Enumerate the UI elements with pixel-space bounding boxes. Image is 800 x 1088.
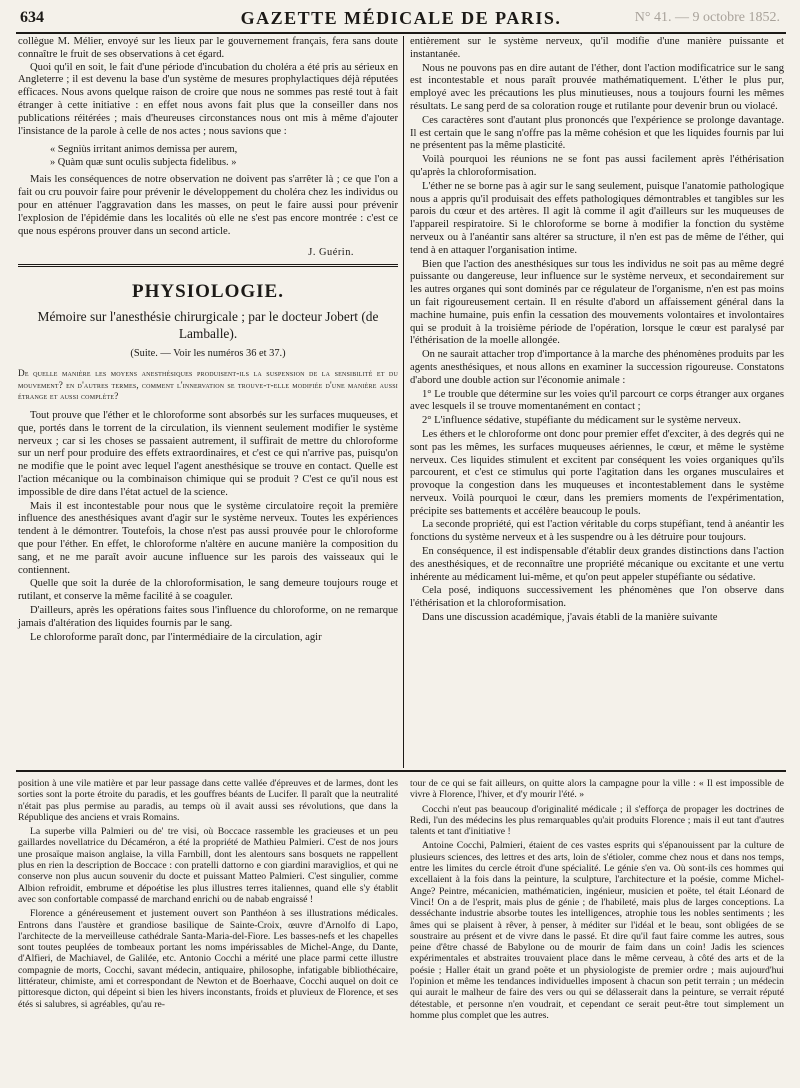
enumerated-point: 2° L'influence sédative, stupéfiante du médicament sur le système nerveux. [422, 415, 741, 427]
paragraph: Florence a généreusement et justement ouvert son Panthéon à ses illustrations médicales. Entrons dans l'austère et grandiose basilique de Sainte-Croix, œuvre d'Arnolfo di Lapo, l'architecte de la merveilleuse cathédrale Santa-Maria-del-Fiore. Les basses-nefs et les chapelles sont toutes peuplées de tombeaux portant les noms impérissables de Michel-Ange, du Dante, d'Alfieri, de Machiavel, de Galilée, etc. Antonio Cocchi a mérité une place parmi cette illustre compagnie de morts, Cocchi, savant médecin, antiquaire, philosophe, infatigable bibliothécaire, littérateur, chimiste, ami et correspondant de Newton et de Boerhaave, Cocchi auquel on doit ce pittoresque dicton, qui dépeint si bien les hivers inconstants, froids et pluvieux de Florence, et ses étés si salubres, si agréables, qu'au re- [18, 908, 398, 1010]
issue-date: N° 41. — 9 octobre 1852. [634, 10, 780, 25]
right-column [410, 36, 784, 768]
main-article-area [16, 36, 786, 768]
article-subtitle: (Suite. — Voir les numéros 36 et 37.) [130, 348, 286, 360]
quote-line: » Quàm quæ sunt oculis subjecta fidelibus. » [50, 157, 237, 169]
section-heading: PHYSIOLOGIE. [132, 281, 284, 303]
paragraph: Le chloroforme paraît donc, par l'intermédiaire de la circulation, agir [30, 631, 322, 643]
running-head [16, 6, 786, 34]
paragraph: Bien que l'action des anesthésiques sur tous les individus ne soit pas au même degré puissante ou dangereuse, leur influence sur le système nerveux, et secondairement sur les autres organes qui sont dominés par ce régulateur de l'organisme, n'en est pas moins un fait rigoureusement certain. Il en résulte d'abord un affaissement général dans la machine humaine, puis enfin la cessation des mouvements volontaires et involontaires qui se produit à la troisième période de l'opération, lorsque le cœur est paralysé par l'éthérisation de la moelle allongée. [410, 258, 784, 347]
sub-question [18, 368, 398, 402]
paragraph: Cocchi n'eut pas beaucoup d'originalité médicale ; il s'efforça de propager les doctrines de Redi, l'un des médecins les plus remarquables qu'ait produits Florence ; mais il eut tant d'autres talents et tant d'initiative ! [410, 803, 784, 838]
paragraph: D'ailleurs, après les opérations faites sous l'influence du chloroforme, on ne remarque jamais d'altération des liquides fournis par le sang. [18, 604, 398, 629]
latin-quote [50, 143, 398, 169]
paragraph: Nous ne pouvons pas en dire autant de l'éther, dont l'action modificatrice sur le sang est incontestable et nous paraît prouvée mathématiquement. L'éther le plus pur, employé avec les précautions les plus minutieuses, nous a toujours fourni les mêmes résultats. Le sang perd de sa coloration rouge et rutilante pour devenir brun ou violacé. [410, 62, 784, 112]
paragraph: L'éther ne se borne pas à agir sur le sang seulement, puisque l'anatomie pathologique nous a appris qu'il produisait des effets pathologiques démontrables et tangibles sur les parois du cœur et des artères. Il agit là comme il agit d'ailleurs sur les muqueuses de l'appareil respiratoire. Si le chloroforme se borne à modifier la fonction du système nerveux ou à l'anéantir sans altérer sa structure, il n'en est pas de même de l'éther, qui tend à en attaquer l'organisation intime. [410, 180, 784, 256]
paragraph: Antoine Cocchi, Palmieri, étaient de ces vastes esprits qui s'épanouissent par la culture de plusieurs sciences, des lettres et des arts, loin de s'étioler, comme chez nous et dans nos temps, entre les limites du cercle étroit d'une spécialité. Le génie s'en va. Où sont-ils ces hommes qui excellaient à la fois dans la peinture, la sculpture, l'architecture et la poésie, comme Michel-Ange? Peintre, mécanicien, mathématicien, ingénieur, musicien et poëte, tel était Léonard de Vinci! On a de l'esprit, mais plus de génie ; de l'habileté, mais plus de larges conceptions. La desséchante industrie absorbe toutes les intelligences, atrophie tous les nobles sentiments ; les âmes qui se plaisent à rêver, à penser, à méditer sur l'idéal et le beau, sont obligées de se soustraire au présent et de vivre dans le passé. Et dire qu'il faut faire comme les autres, sous peine d'être chassé de Babylone ou de mourir de faim dans un coin! Jadis les sciences expérimentales et abstraites trouvaient place dans le même cerveau, à côté des arts et de la poésie ; Haller était un grand poëte et un physiologiste de premier ordre ; mais aujourd'hui l'opinion et même les tendances individuelles imposent à chacun son petit terrain ; un médecin qui aurait le malheur de faire des vers ou qui se délasserait dans la peinture, se verrait réputé détestable, et personne n'en voudrait, et cependant ce serait peut-être tout simplement un homme plus complet que les autres. [410, 840, 784, 1021]
paragraph: La superbe villa Palmieri ou de' tre visi, où Boccace rassemble les gracieuses et un peu gaillardes novellatrice du Décaméron, a été la propriété de Mathieu Palmieri. C'est de nos jours une prosaïque maison anglaise, la villa Farnbill, dont les alentours sans bosquets ne rappellent plus en rien la description de Boccace : con pratelli dattorno e con giardini maraviglios, et qui ne conserve non plus aucun souvenir du docte et puissant Matteo Palmieri. C'est singulier, comme Albion refroidit, embrume et dépoétise les plus illustres terres italiennes, quand elle s'y établit avec son confortable compassé de marchand enrichi ou de nabab engraissé ! [18, 826, 398, 905]
author-signature: J. Guérin. [308, 247, 354, 259]
paragraph: entièrement sur le système nerveux, qu'il modifie d'une manière puissante et instantanée. [410, 36, 784, 60]
paragraph: Les éthers et le chloroforme ont donc pour premier effet d'exciter, à des degrés qui ne sont pas les mêmes, les surfaces muqueuses aériennes, le cœur, et même le système nerveux. Ces liquides stimulent et excitent par conséquent les voies organiques qu'ils parcourent, et c'est ce stimulus qui porte l'agitation dans les organes musculaires et provoque la congestion dans les muqueuses et incontestablement dans le système nerveux. Voilà pourquoi le cœur, dans les premiers moments de l'expérimentation, précipite ses battements et accélère beaucoup le pouls. [410, 428, 784, 517]
quote-line: « Segniùs irritant animos demissa per aurem, [50, 144, 238, 156]
paragraph: tour de ce qui se fait ailleurs, on quitte alors la campagne pour la ville : « Il est impossible de vivre à Florence, l'hiver, et d'y mourir l'été. » [410, 778, 784, 801]
feuilleton-left-column [18, 778, 398, 1082]
paragraph: Cela posé, indiquons successivement les phénomènes que l'on observe dans l'éthérisation et la chloroformisation. [410, 585, 784, 610]
paragraph: Voilà pourquoi les réunions ne se font pas aussi facilement après l'éthérisation qu'après la chloroformisation. [410, 154, 784, 178]
paragraph: On ne saurait attacher trop d'importance à la marche des phénomènes produits par les agents anesthésiques, et nous allons en examiner la succession rigoureuse. Constatons d'abord une double action sur l'économie animale : [410, 349, 784, 386]
paragraph: Ces caractères sont d'autant plus prononcés que l'expérience se prolonge davantage. Il est certain que le sang n'offre pas la même cohésion et que les liquides fournis par lui ne présentent pas la même plasticité. [410, 114, 784, 152]
paragraph: Tout prouve que l'éther et le chloroforme sont absorbés sur les surfaces muqueuses, et que, portés dans le torrent de la circulation, ils viennent seulement modifier le système nerveux ; car si les choses se passaient autrement, il suffirait de mettre du chloroforme sur un nerf pour produire des effets extraordinaires, et c'est ce qui n'arrive pas, puisqu'on ne modifie que le point avec lequel l'agent anesthésique se trouve en contact. Quelle est l'action mécanique ou la combinaison chimique qui se produit ? C'est ce qu'il nous est impossible de dire dans l'état actuel de la science. [18, 409, 398, 498]
journal-title: GAZETTE MÉDICALE DE PARIS. [240, 8, 562, 28]
feuilleton-area [16, 778, 786, 1082]
feuilleton-right-column [410, 778, 784, 1082]
left-column [18, 36, 398, 768]
paragraph: Quelle que soit la durée de la chloroformisation, le sang demeure toujours rouge et rutilant, et conserve la même facilité à se coaguler. [18, 578, 398, 603]
paragraph: En conséquence, il est indispensable d'établir deux grandes distinctions dans l'action des anesthésiques, et de reconnaître une propriété mécanique ou excitante et une vertu inhérente au médicament lui-même, et qu'on peut appeler stupéfiante ou sédative. [410, 546, 784, 583]
page-number: 634 [20, 9, 44, 26]
paragraph: La seconde propriété, qui est l'action véritable du corps stupéfiant, tend à anéantir les fonctions du système nerveux et à les suspendre ou à les détruire pour toujours. [410, 519, 784, 544]
paragraph: position à une vile matière et par leur passage dans cette vallée d'épreuves et de larmes, dont les sorties sont la porte étroite du paradis, et les gouffres béants de Lucifer. Il paraît que la neutralité n'était pas plus permise au paradis, au temps où il avait aussi ses révolutions, que dans la République des anciens et vrais Romains. [18, 778, 398, 823]
paragraph: Quoi qu'il en soit, le fait d'une période d'incubation du choléra a été pris au sérieux en Angleterre ; il est devenu la base d'un système de mesures prophylactiques déjà réputées efficaces. Nous avons quelque raison de croire que nous ne sommes pas resté tout à fait étranger à cette initiative : en effet nous avons fait plus que la conseiller dans nos publications réitérées ; mais d'heureuses circonstances nous ont mis à même d'ajouter l'insistance de la parole à celle de nos actes ; nous savions que : [18, 61, 398, 137]
feuilleton-divider [16, 770, 786, 773]
paragraph: Mais les conséquences de notre observation ne doivent pas s'arrêter là ; ce que l'on a fait ou cru pouvoir faire pour prévenir le développement du choléra chez les individus ou pour en atténuer l'aggravation dans les masses, on peut le faire aussi pour prévenir l'explosion de l'épidémie dans les localités où elle ne s'est pas encore montrée : c'est ce que nous espérons prouver dans un second article. [18, 174, 398, 237]
sub-question-text: De quelle manière les moyens anesthésiques produisent-ils la suspension de la sensibilité et du mouvement? en d'autres termes, comment l'innervation se trouve-t-elle modifiée d'une manière aussi étrange et aussi complète? [18, 368, 398, 401]
enumerated-point: 1° Le trouble que détermine sur les voies qu'il parcourt ce corps étranger aux organes avec lesquels il se trouve momentanément en contact ; [410, 388, 784, 413]
paragraph: collègue M. Mélier, envoyé sur les lieux par le gouvernement français, fera sans doute connaître le fruit de ses observations à cet égard. [18, 36, 398, 60]
article-title: Mémoire sur l'anesthésie chirurgicale ; par le docteur Jobert (de Lamballe). [37, 309, 379, 342]
section-divider [18, 264, 398, 267]
paragraph: Mais il est incontestable pour nous que le système circulatoire reçoit la première influence des anesthésiques avant d'agir sur le système nerveux. Toutes les expériences tendent à le démontrer. Toutefois, la chose n'est pas aussi prouvée pour le chloroforme que pour l'éther. En effet, le chloroforme n'altère en aucune manière la composition du sang, et ne me paraît avoir aucune influence sur les parois des vaisseaux qui le contiennent. [18, 500, 398, 576]
column-divider [403, 36, 404, 768]
paragraph: Dans une discussion académique, j'avais établi de la manière suivante [422, 612, 718, 624]
newspaper-page [16, 6, 786, 1082]
